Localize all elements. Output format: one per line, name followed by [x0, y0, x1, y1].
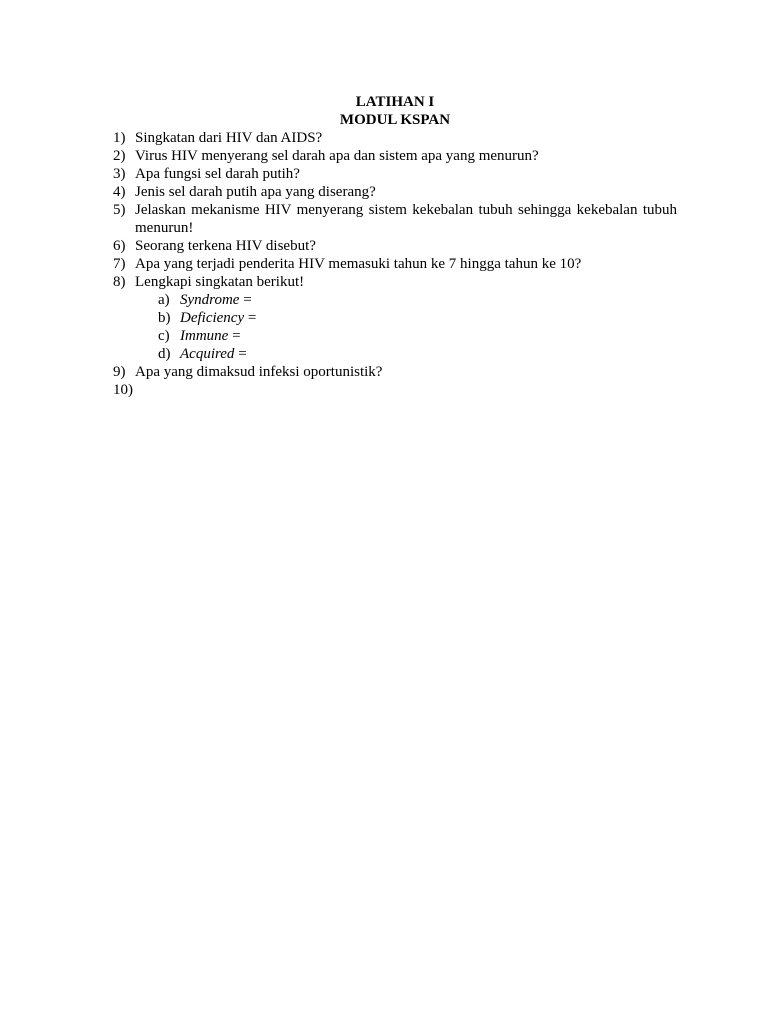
question-number: 6) [113, 238, 126, 254]
abbreviation-term: Deficiency [180, 310, 245, 326]
question-text: Apa yang dimaksud infeksi oportunistik? [135, 364, 383, 380]
question-number: 3) [113, 166, 126, 182]
question-text: Singkatan dari HIV dan AIDS? [135, 130, 323, 146]
abbreviation-item [113, 327, 677, 345]
abbreviation-term: Immune [180, 328, 229, 344]
question-item [113, 129, 677, 147]
abbreviation-item [113, 291, 677, 309]
abbreviation-item [113, 309, 677, 327]
document-page [113, 93, 677, 399]
question-number: 5) [113, 202, 126, 218]
question-item [113, 165, 677, 183]
abbreviation-letter: b) [158, 310, 171, 326]
abbreviation-sublist [113, 291, 677, 363]
abbreviation-item [113, 345, 677, 363]
abbreviation-equals: = [239, 292, 252, 308]
question-text: Virus HIV menyerang sel darah apa dan sistem apa yang menurun? [135, 148, 539, 164]
abbreviation-equals: = [244, 310, 257, 326]
question-number: 4) [113, 184, 126, 200]
abbreviation-term: Acquired [180, 346, 235, 362]
question-text [135, 381, 677, 399]
abbreviation-letter: c) [158, 328, 170, 344]
question-number: 7) [113, 256, 126, 272]
question-number: 2) [113, 148, 126, 164]
question-number: 10) [113, 382, 133, 398]
question-item [113, 273, 677, 291]
question-item [113, 147, 677, 165]
question-text: Jenis sel darah putih apa yang diserang? [135, 184, 376, 200]
question-item [113, 237, 677, 255]
abbreviation-term: Syndrome [180, 292, 240, 308]
question-text: Jelaskan mekanisme HIV menyerang sistem kekebalan tubuh sehingga kekebalan tubuh menurun! [135, 202, 677, 236]
abbreviation-letter: a) [158, 292, 170, 308]
document-title: LATIHAN I [355, 94, 435, 110]
question-number: 9) [113, 364, 126, 380]
question-text: Seorang terkena HIV disebut? [135, 238, 316, 254]
question-item [113, 381, 677, 399]
question-list [113, 129, 677, 399]
document-subtitle: MODUL KSPAN [339, 112, 451, 128]
abbreviation-equals: = [228, 328, 241, 344]
question-item [113, 201, 677, 237]
question-text: Lengkapi singkatan berikut! [135, 274, 305, 290]
abbreviation-letter: d) [158, 346, 171, 362]
question-number: 8) [113, 274, 126, 290]
question-item [113, 255, 677, 273]
question-text: Apa yang terjadi penderita HIV memasuki tahun ke 7 hingga tahun ke 10? [135, 256, 582, 272]
abbreviation-equals: = [234, 346, 247, 362]
question-item [113, 363, 677, 381]
question-text: Apa fungsi sel darah putih? [135, 166, 300, 182]
question-item [113, 183, 677, 201]
question-number: 1) [113, 130, 126, 146]
